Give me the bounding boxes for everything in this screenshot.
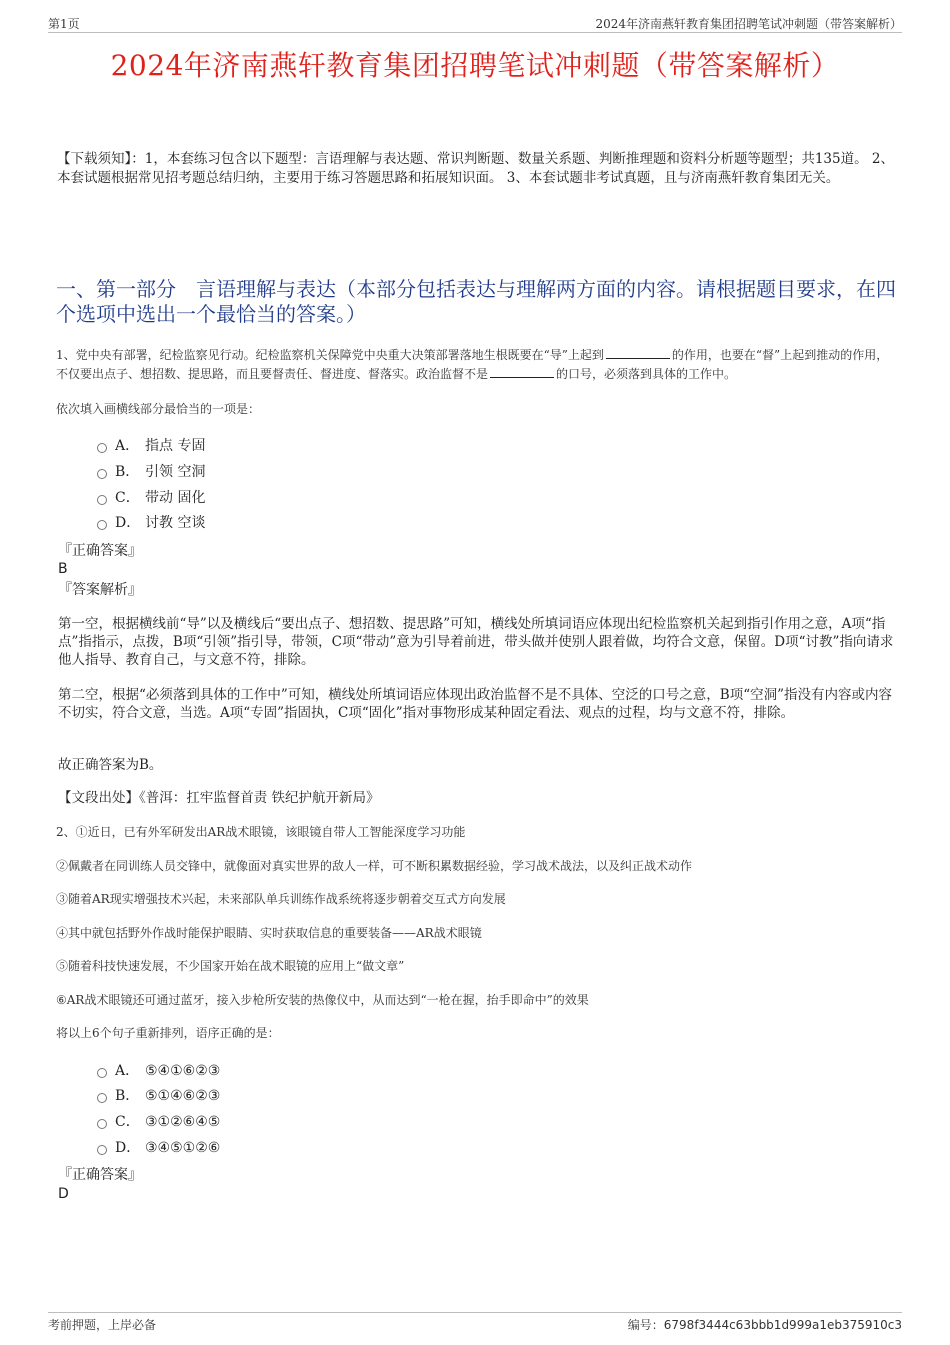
q2-answer: D [58,1186,69,1202]
q1-analysis-label: 『答案解析』 [58,582,142,598]
blank-line [490,367,554,378]
q1-option-d[interactable]: D． 讨教 空谈 [97,512,205,534]
page-title: 2024年济南燕轩教育集团招聘笔试冲刺题（带答案解析） [110,49,840,82]
q2-sentence-6: ⑥AR战术眼镜还可通过蓝牙，接入步枪所安装的热像仪中，从而达到“一枪在握，抬手即命中”的效果 [56,993,589,1007]
q2-option-a[interactable]: A． ⑤④①⑥②③ [97,1060,220,1082]
radio-icon[interactable] [97,520,107,530]
q2-sentence-1: 2、①近日，已有外军研发出AR战术眼镜，该眼镜自带人工智能深度学习功能 [56,825,466,839]
footer-code-label: 编号： [627,1318,664,1332]
page-footer [48,1312,902,1333]
q1-stem-part-a: 1、党中央有部署，纪检监察见行动。纪检监察机关保障党中央重大决策部署落地生根既要在“导”上起到 [56,348,604,362]
q1-option-c[interactable]: C． 带动 固化 [97,487,205,509]
blank-line [606,348,670,359]
q1-analysis-1: 第一空，根据横线前“导”以及横线后“要出点子、想招数、提思路”可知，横线处所填词语应体现出纪检监察机关起到指引作用之意，A项“指点”指指示，点拨，B项“引领”指引导，带领，C项“带动”意为引导着前进，带头做并使别人跟着做，均符合文意，保留。D项“讨教”指向请求他人指导、教育自己，与文意不符，排除。 [58,616,894,668]
q2-option-c[interactable]: C． ③①②⑥④⑤ [97,1111,220,1133]
radio-icon[interactable] [97,1093,107,1103]
footer-code-value: 6798f3444c63bbb1d999a1eb375910c3 [663,1318,902,1332]
q1-analysis-2: 第二空，根据“必须落到具体的工作中”可知，横线处所填词语应体现出政治监督不是不具体、空泛的口号之意，B项“空洞”指没有内容或内容不切实，符合文意，当选。A项“专固”指固执，C项“固化”指对事物形成某种固定看法、观点的过程，均与文意不符，排除。 [58,687,893,721]
radio-icon[interactable] [97,1119,107,1129]
radio-icon[interactable] [97,495,107,505]
footer-slogan: 考前押题，上岸必备 [48,1318,157,1332]
section-heading: 一、第一部分 言语理解与表达（本部分包括表达与理解两方面的内容。请根据题目要求，在四个选项中选出一个最恰当的答案。） [56,277,896,326]
q1-analysis-3: 故正确答案为B。 [58,757,163,773]
q1-stem-part-b: 的作用，也要在“督”上起到推动的作用，不仅要出点子、想招数、提思路，而且要督责任、督进度、督落实。政治监督不是 [56,348,889,381]
page-number: 第1页 [48,17,80,31]
q1-stem [56,346,898,384]
page-header [48,14,902,33]
q2-sentence-3: ③随着AR现实增强技术兴起，未来部队单兵训练作战系统将逐步朝着交互式方向发展 [56,892,506,906]
q1-option-a[interactable]: A． 指点 专固 [97,435,205,457]
download-notice: 【下载须知】：1，本套练习包含以下题型：言语理解与表达题、常识判断题、数量关系题、判断推理题和资料分析题等题型；共135道。 2、本套试题根据常见招考题总结归纳，主要用于练习答题思路和拓展知识面。 3、本套试题非考试真题，且与济南燕轩教育集团无关。 [57,151,894,186]
q2-sentence-2: ②佩戴者在同训练人员交锋中，就像面对真实世界的敌人一样，可不断积累数据经验，学习战术战法，以及纠正战术动作 [56,859,693,873]
footer-code [628,1316,902,1333]
q1-prompt: 依次填入画横线部分最恰当的一项是： [56,402,261,416]
q1-source: 【文段出处】《普洱：扛牢监督首责 铁纪护航开新局》 [58,790,380,806]
q2-sentence-4: ④其中就包括野外作战时能保护眼睛、实时获取信息的重要装备——AR战术眼镜 [56,926,482,940]
q1-stem-part-c: 的口号，必须落到具体的工作中。 [556,367,737,381]
q1-answer: B [58,561,68,577]
q2-sentence-5: ⑤随着科技快速发展，不少国家开始在战术眼镜的应用上“做文章” [56,959,405,973]
q2-option-b[interactable]: B． ⑤①④⑥②③ [97,1085,220,1107]
header-doc-title: 2024年济南燕轩教育集团招聘笔试冲刺题（带答案解析） [595,17,902,31]
q2-answer-label: 『正确答案』 [58,1167,142,1183]
q2-option-d[interactable]: D． ③④⑤①②⑥ [97,1137,220,1159]
radio-icon[interactable] [97,443,107,453]
q1-option-b[interactable]: B． 引领 空洞 [97,461,205,483]
radio-icon[interactable] [97,469,107,479]
radio-icon[interactable] [97,1145,107,1155]
q1-answer-label: 『正确答案』 [58,543,142,559]
radio-icon[interactable] [97,1068,107,1078]
q2-prompt: 将以上6个句子重新排列，语序正确的是： [56,1026,280,1040]
